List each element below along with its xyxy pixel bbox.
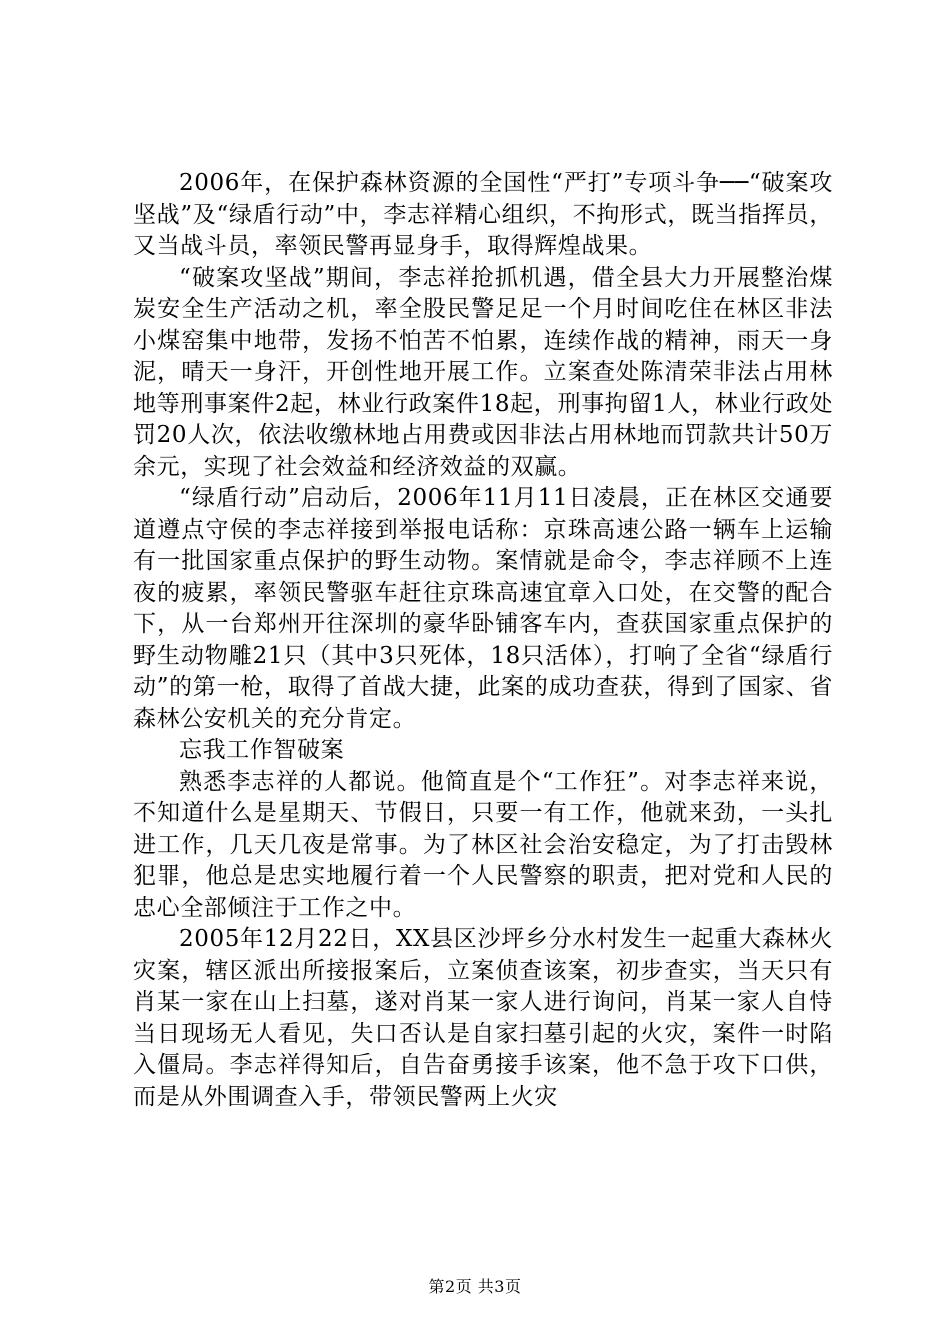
document-body — [133, 168, 833, 1113]
page-number-footer: 第2页 共3页 — [428, 1277, 522, 1296]
paragraph-green-shield-intro: 2006年，在保护森林资源的全国性“严打”专项斗争──“破案攻坚战”及“绿盾行动”中，李志祥精心组织，不拘形式，既当指挥员，又当战斗员，率领民警再显身手，取得辉煌战果。 — [133, 170, 833, 259]
paragraph-case-campaign: “破案攻坚战”期间，李志祥抢抓机遇，借全县大力开展整治煤炭安全生产活动之机，率全股民警足足一个月时间吃住在林区非法小煤窑集中地带，发扬不怕苦不怕累，连续作战的精神，雨天一身泥，晴天一身汗，开创性地开展工作。立案查处陈清荣非法占用林地等刑事案件2起，林业行政案件18起，刑事拘留1人，林业行政处罚20人次，依法收缴林地占用费或因非法占用林地而罚款共计50万余元，实现了社会效益和经济效益的双赢。 — [133, 264, 833, 480]
section-heading: 忘我工作智破案 — [179, 737, 345, 763]
paragraph-fire-case: 2005年12月22日，XX县区沙坪乡分水村发生一起重大森林火灾案，辖区派出所接报案后，立案侦查该案，初步查实，当天只有肖某一家在山上扫墓，遂对肖某一家人进行询问，肖某一家人自恃当日现场无人看见，失口否认是自家扫墓引起的火灾，案件一时陷入僵局。李志祥得知后，自告奋勇接手该案，他不急于攻下口供，而是从外围调查入手，带领民警两上火灾 — [133, 926, 833, 1110]
paragraph-green-shield-action: “绿盾行动”启动后，2006年11月11日凌晨，正在林区交通要道遵点守侯的李志祥接到举报电话称：京珠高速公路一辆车上运输有一批国家重点保护的野生动物。案情就是命令，李志祥顾不上连夜的疲累，率领民警驱车赶往京珠高速宜章入口处，在交警的配合下，从一台郑州开往深圳的豪华卧铺客车内，查获国家重点保护的野生动物雕21只（其中3只死体，18只活体），打响了全省“绿盾行动”的第一枪，取得了首战大捷，此案的成功查获，得到了国家、省森林公安机关的充分肯定。 — [133, 485, 833, 732]
paragraph-work-devotion: 熟悉李志祥的人都说。他简直是个“工作狂”。对李志祥来说，不知道什么是星期天、节假日，只要一有工作，他就来劲，一头扎进工作，几天几夜是常事。为了林区社会治安稳定，为了打击毁林犯罪，他总是忠实地履行着一个人民警察的职责，把对党和人民的忠心全部倾注于工作之中。 — [133, 768, 833, 921]
